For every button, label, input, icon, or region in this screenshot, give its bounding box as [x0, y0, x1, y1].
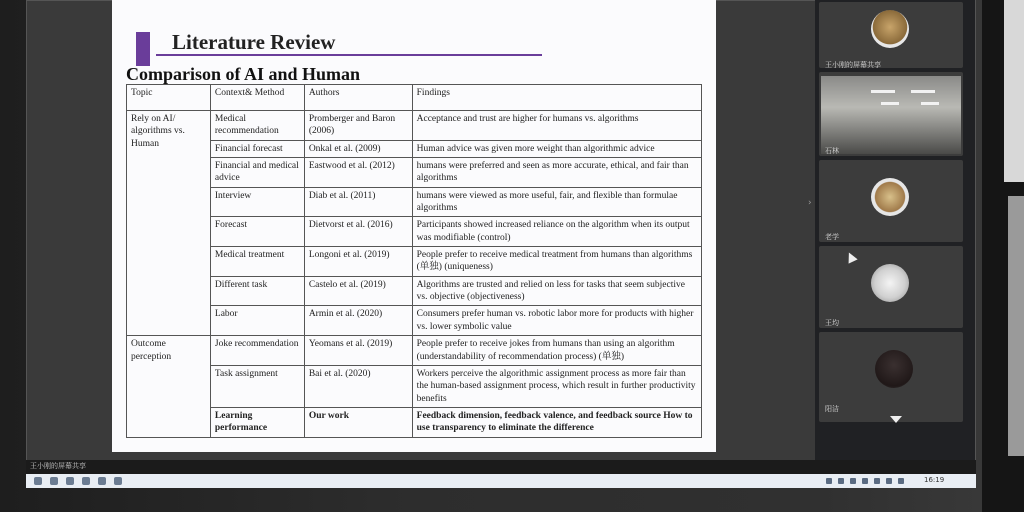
table-row	[127, 247, 702, 277]
taskview-icon[interactable]	[66, 477, 74, 485]
participant-tile[interactable]	[819, 72, 963, 156]
participant-name: 老学	[825, 233, 839, 241]
table-row	[127, 111, 702, 141]
findings-cell: Participants showed increased reliance on the algorithm when its output was modifiable (control)	[412, 217, 701, 247]
tray-icon[interactable]	[826, 478, 832, 484]
tray-icon[interactable]	[862, 478, 868, 484]
folder-icon[interactable]	[98, 477, 106, 485]
context-cell: Financial forecast	[210, 140, 304, 157]
participant-tile[interactable]	[819, 246, 963, 328]
table-row	[127, 158, 702, 188]
context-cell: Interview	[210, 187, 304, 217]
authors-cell: Onkal et al. (2009)	[304, 140, 412, 157]
cartoon-avatar-icon	[871, 264, 909, 302]
table-row	[127, 336, 702, 366]
taskbar-clock[interactable]: 16:19	[924, 476, 945, 484]
table-row	[127, 276, 702, 306]
room-camera-icon	[821, 76, 961, 154]
authors-cell: Longoni et al. (2019)	[304, 247, 412, 277]
table-header-row	[127, 85, 702, 111]
participant-sidebar	[815, 0, 975, 466]
header-topic: Topic	[127, 85, 211, 111]
context-cell: Medical recommendation	[210, 111, 304, 141]
taskbar	[26, 474, 976, 488]
findings-cell: Algorithms are trusted and relied on less for tasks that seem subjective vs. objective (objectiveness)	[412, 276, 701, 306]
authors-cell: Bai et al. (2020)	[304, 365, 412, 407]
search-icon[interactable]	[50, 477, 58, 485]
topic-cell: Rely on AI/ algorithms vs. Human	[127, 111, 211, 336]
participant-tile[interactable]	[819, 332, 963, 422]
participant-name: 石林	[825, 147, 839, 155]
table-row	[127, 187, 702, 217]
findings-cell: Human advice was given more weight than algorithmic advice	[412, 140, 701, 157]
authors-cell: Diab et al. (2011)	[304, 187, 412, 217]
header-context: Context& Method	[210, 85, 304, 111]
animal-avatar-icon	[871, 178, 909, 216]
title-underline	[156, 54, 542, 56]
context-cell: Task assignment	[210, 365, 304, 407]
authors-cell: Armin et al. (2020)	[304, 306, 412, 336]
collapse-sidebar-icon[interactable]: ›	[808, 198, 812, 208]
participant-tile[interactable]	[819, 160, 963, 242]
title-accent-bar	[136, 32, 150, 66]
context-cell: Medical treatment	[210, 247, 304, 277]
volume-icon[interactable]	[886, 478, 892, 484]
context-cell: Different task	[210, 276, 304, 306]
room-door	[1008, 196, 1024, 456]
context-cell: Joke recommendation	[210, 336, 304, 366]
context-cell: Forecast	[210, 217, 304, 247]
header-findings: Findings	[412, 85, 701, 111]
findings-cell: Workers perceive the algorithmic assignment process as more fair than the human-based assignment process, which result in further productivity benefits	[412, 365, 701, 407]
participant-name: 王均	[825, 319, 839, 327]
room-wall-patch	[1004, 0, 1024, 182]
findings-cell: humans were preferred and seen as more accurate, ethical, and fair than algorithms	[412, 158, 701, 188]
authors-cell: Castelo et al. (2019)	[304, 276, 412, 306]
network-icon[interactable]	[874, 478, 880, 484]
context-cell: Learning performance	[210, 407, 304, 437]
context-cell: Labor	[210, 306, 304, 336]
literature-table	[126, 84, 702, 438]
authors-cell: Yeomans et al. (2019)	[304, 336, 412, 366]
findings-cell: People prefer to receive jokes from humans than using an algorithm (understandability of recommendation process) (单独)	[412, 336, 701, 366]
authors-cell: Eastwood et al. (2012)	[304, 158, 412, 188]
start-icon[interactable]	[34, 477, 42, 485]
findings-cell: People prefer to receive medical treatment from humans than algorithms (单独) (uniqueness)	[412, 247, 701, 277]
tray-icon[interactable]	[850, 478, 856, 484]
topic-cell: Outcome perception	[127, 336, 211, 437]
browser-icon[interactable]	[82, 477, 90, 485]
table-row	[127, 217, 702, 247]
table-row	[127, 365, 702, 407]
share-label: 王小刚的屏幕共享	[30, 462, 86, 470]
findings-cell: Feedback dimension, feedback valence, and feedback source How to use transparency to eliminate the difference	[412, 407, 701, 437]
findings-cell: humans were viewed as more useful, fair, and flexible than formulae algorithms	[412, 187, 701, 217]
shared-slide	[112, 0, 716, 452]
authors-cell: Promberger and Baron (2006)	[304, 111, 412, 141]
tray-icon[interactable]	[838, 478, 844, 484]
participant-tile[interactable]	[819, 2, 963, 68]
table-row	[127, 140, 702, 157]
app-icon[interactable]	[114, 477, 122, 485]
findings-cell: Acceptance and trust are higher for humans vs. algorithms	[412, 111, 701, 141]
input-method-icon[interactable]	[898, 478, 904, 484]
scroll-down-icon[interactable]	[890, 416, 902, 423]
table-row	[127, 407, 702, 437]
person-avatar-icon	[875, 350, 913, 388]
participant-name: 阳洁	[825, 405, 839, 413]
participant-name: 王小刚的屏幕共享	[825, 61, 881, 69]
table-row	[127, 306, 702, 336]
context-cell: Financial and medical advice	[210, 158, 304, 188]
authors-cell: Our work	[304, 407, 412, 437]
authors-cell: Dietvorst et al. (2016)	[304, 217, 412, 247]
header-authors: Authors	[304, 85, 412, 111]
table-title: Comparison of AI and Human	[126, 64, 361, 84]
slide-title: Literature Review	[172, 30, 336, 54]
screen-share-bar	[26, 460, 976, 474]
dog-avatar-icon	[871, 10, 909, 48]
findings-cell: Consumers prefer human vs. robotic labor more for products with higher vs. lower symbolic value	[412, 306, 701, 336]
